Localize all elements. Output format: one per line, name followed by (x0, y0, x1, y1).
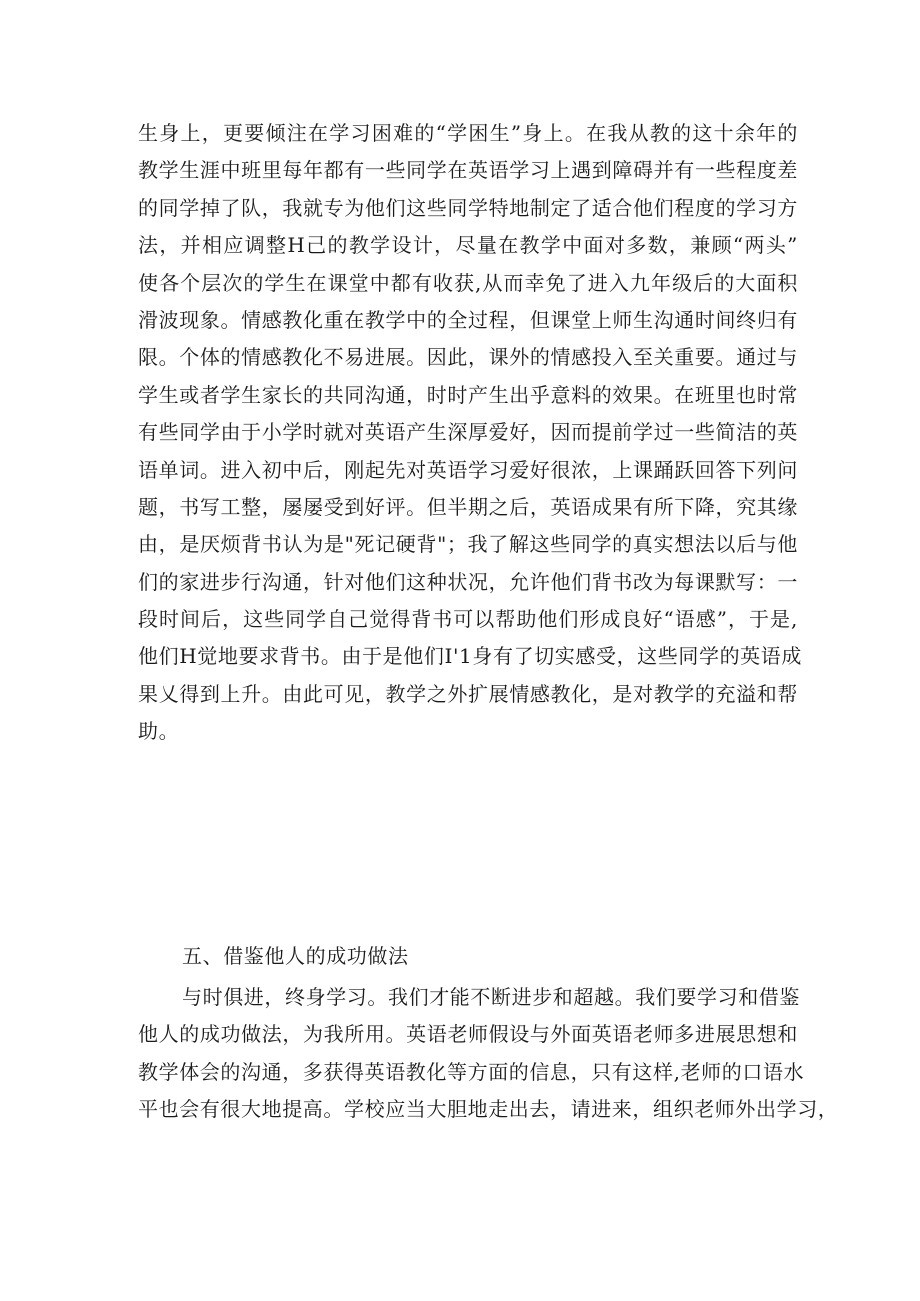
section-heading-block (138, 938, 798, 975)
text-line: 的同学掉了队，我就专为他们这些同学特地制定了适合他们程度的学习方 (138, 195, 798, 220)
paragraph-learn-from-others (138, 979, 839, 1129)
text-line: 使各个层次的学生在课堂中都有收获,从而幸免了进入九年级后的大面积 (138, 270, 798, 295)
section-heading: 五、借鉴他人的成功做法 (182, 944, 409, 968)
text-line: 学生或者学生家长的共同沟通，时时产生出乎意料的效果。在班里也时常 (138, 382, 798, 407)
text-line: 助。 (138, 719, 180, 744)
text-line: 教学生涯中班里每年都有一些同学在英语学习上遇到障碍并有一些程度差 (138, 158, 798, 183)
text-line: 果乂得到上升。由此可见，教学之外扩展情感教化，是对教学的充溢和帮 (138, 681, 798, 706)
text-line: 他们H觉地要求背书。由于是他们I'1身有了切实感受，这些同学的英语成 (138, 644, 802, 669)
text-line: 由，是厌烦背书认为是"死记硬背"；我了解这些同学的真实想法以后与他 (138, 532, 798, 557)
text-line: 语单词。进入初中后，刚起先对英语学习爱好很浓，上课踊跃回答下列问 (138, 457, 798, 482)
text-line: 们的家进步行沟通，针对他们这种状况，允许他们背书改为每课默写：一 (138, 569, 798, 594)
text-line: 段时间后，这些同学自己觉得背书可以帮助他们形成良好“语感”，于是, (138, 607, 798, 632)
text-line: 平也会有很大地提高。学校应当大胆地走出去，请进来，组织老师外出学习， (138, 1097, 839, 1122)
text-line: 滑波现象。情感教化重在教学中的全过程，但课堂上师生沟通时间终归有 (138, 307, 798, 332)
text-line: 生身上，更要倾注在学习困难的“学困生”身上。在我从教的这十余年的 (138, 121, 798, 145)
paragraph-emotional-education (138, 115, 802, 751)
text-line: 教学体会的沟通，多获得英语教化等方面的信息，只有这样,老师的口语水 (138, 1059, 805, 1084)
text-line: 题，书写工整，屡屡受到好评。但半期之后，英语成果有所下降，究其缘 (138, 494, 798, 519)
text-line: 与时俱进，终身学习。我们才能不断进步和超越。我们要学习和借鉴 (182, 985, 800, 1009)
text-line: 有些同学由于小学时就对英语产生深厚爱好，因而提前学过一些简洁的英 (138, 420, 798, 445)
text-line: 他人的成功做法，为我所用。英语老师假设与外面英语老师多进展思想和 (138, 1022, 798, 1047)
text-line: 法，并相应调整H己的教学设计，尽量在教学中面对多数，兼顾“两头” (138, 233, 798, 258)
text-line: 限。个体的情感教化不易进展。因此，课外的情感投入至关重要。通过与 (138, 345, 798, 370)
